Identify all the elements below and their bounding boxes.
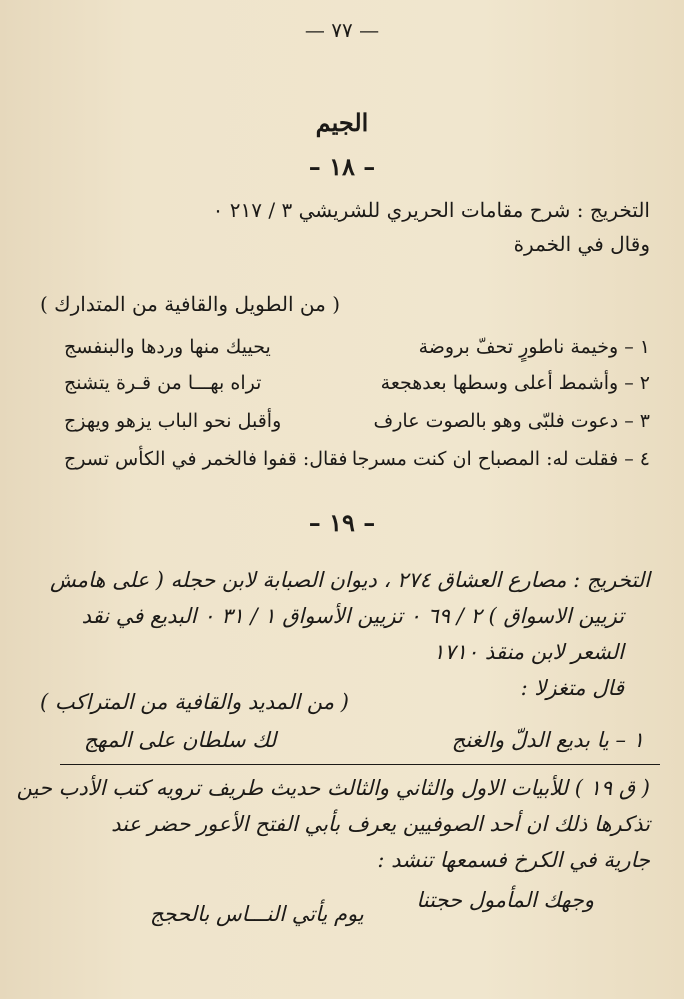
poem-19-final-verse-right: وجهك المأمول حجتنا [416,888,594,912]
poem-19-note-line-3: جارية في الكرخ فسمعها تنشد : [377,848,650,872]
poem-18-source: التخريج : شرح مقامات الحريري للشريشي ٣ / ٢١٧ ٠ [212,198,650,222]
verse-underline [60,764,660,765]
poem-18-verse-1-right: ١ – وخيمة ناطورٍ تحفّ بروضة [418,336,650,358]
poem-19-meter: ( من المديد والقافية من المتراكب ) [40,690,349,714]
poem-18-verse-2-right: ٢ – وأشمط أعلى وسطها بعدهجعة [380,372,650,394]
poem-19-note-line-2: تذكرها ذلك ان أحد الصوفيين يعرف بأبي الفتح الأعور حضر عند [111,812,650,836]
poem-18-verse-3-left: وأقبل نحو الباب يزهو ويهزج [64,410,282,432]
poem-19-final-verse-left: يوم يأتي النـــاس بالحجج [150,902,364,926]
poem-18-intro: وقال في الخمرة [513,232,650,256]
poem-19-source-line-3: الشعر لابن منقذ ١٧١٠ [433,640,624,664]
poem-18-verse-1-left: يحييك منها وردها والبنفسج [64,336,271,358]
poem-18-verse-3-right: ٣ – دعوت فلبّى وهو بالصوت عارف [373,410,650,432]
poem-18-verse-4-right: ٤ – فقلت له: المصباح ان كنت مسرجا [351,448,650,470]
poem-18-number: – ١٨ – [308,152,376,181]
poem-19-intro: قال متغزلا : [520,676,624,700]
poem-19-source-line-1: التخريج : مصارع العشاق ٢٧٤ ، ديوان الصبابة لابن حجله ( على هامش [49,568,650,592]
poem-18-verse-2-left: تراه بهـــا من قـرة يتشنج [64,372,262,394]
poem-19-verse-right: ١ – يا بديع الدلّ والغنج [451,728,644,752]
page-number: — ٧٧ — [304,18,380,42]
poem-18-verse-4-left: فقال: قفوا فالخمر في الكأس تسرج [64,448,348,470]
poem-19-verse-left: لك سلطان على المهج [84,728,277,752]
poem-19-source-line-2: تزيين الاسواق ) ٢ / ٦٩ ٠ تزيين الأسواق ١ / ٣١ ٠ البديع في نقد [81,604,624,628]
poem-19-note-line-1: ( ق ١٩ ) للأبيات الاول والثاني والثالث حديث طريف ترويه كتب الأدب حين [16,776,650,800]
poem-18-meter: ( من الطويل والقافية من المتدارك ) [39,292,340,316]
section-title: الجيم [315,108,369,137]
poem-19-number: – ١٩ – [308,508,376,537]
